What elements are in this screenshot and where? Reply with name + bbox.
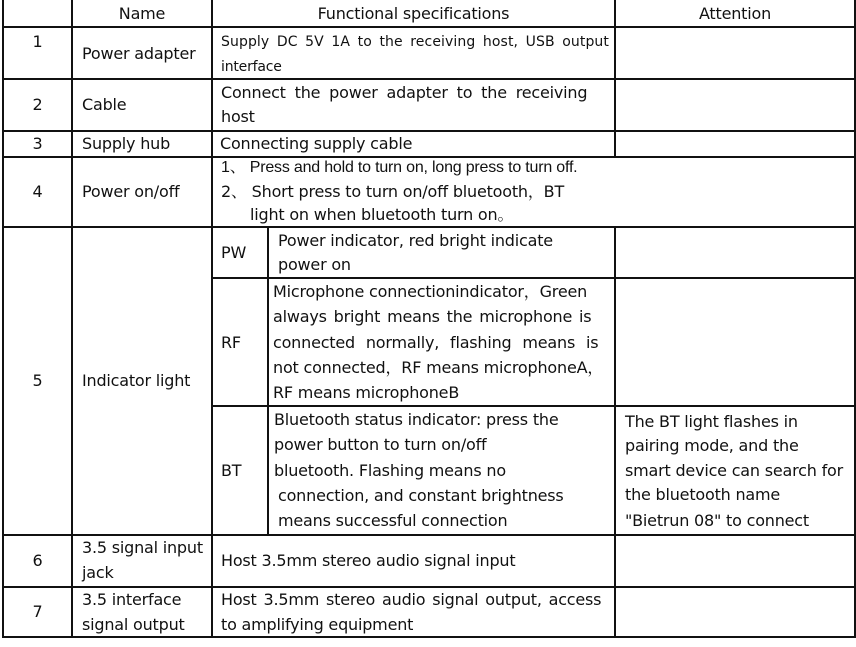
row-name: 3.5 interface <box>82 590 182 609</box>
row-spec-line: 1、 Press and hold to turn on, long press to turn off. <box>221 159 578 176</box>
divider-name-spec <box>211 0 213 638</box>
row-name: Indicator light <box>82 371 191 390</box>
indicator-spec-line: Bluetooth status indicator: press the <box>274 410 559 429</box>
row-spec-line: Supply DC 5V 1A to the receiving host, USB output <box>221 34 609 50</box>
row-name: jack <box>82 563 114 582</box>
row-spec-line: Connecting supply cable <box>220 134 413 153</box>
indicator-spec-line: power on <box>278 255 351 274</box>
attention-line: smart device can search for <box>625 461 843 480</box>
row-index: 1 <box>32 32 43 51</box>
row-spec-line: Connect the power adapter to the receiving <box>221 83 588 102</box>
row-spec-line: host <box>221 107 255 126</box>
row-spec-line: Host 3.5mm stereo audio signal input <box>221 551 516 570</box>
header-name: Name <box>118 4 166 23</box>
header-spec: Functional specifications <box>317 4 510 23</box>
row-index: 5 <box>32 371 43 390</box>
row1-bottom <box>2 78 856 80</box>
indicator-spec-line: bluetooth. Flashing means no <box>274 461 506 480</box>
indicator-spec-line: always bright means the microphone is <box>273 307 592 326</box>
indicator-spec-line: connection, and constant brightness <box>278 486 564 505</box>
header-attention: Attention <box>698 4 772 23</box>
attention-line: the bluetooth name <box>625 485 781 504</box>
row-spec-line: to amplifying equipment <box>221 615 414 634</box>
divider-spec-attention <box>614 227 616 638</box>
indicator-code-pw: PW <box>221 243 247 262</box>
row-name: Cable <box>82 95 127 114</box>
row-index: 7 <box>32 602 43 621</box>
row-index: 3 <box>32 134 43 153</box>
row-index: 2 <box>32 95 43 114</box>
attention-line: The BT light flashes in <box>625 412 798 431</box>
attention-line: "Bietrun 08" to connect <box>625 511 809 530</box>
row-spec-line: Host 3.5mm stereo audio signal output, access <box>221 590 602 609</box>
row-index: 4 <box>32 182 43 201</box>
row-name: 3.5 signal input <box>82 538 203 557</box>
indicator-spec-line: RF means microphoneB <box>273 383 460 402</box>
row-name: signal output <box>82 615 185 634</box>
indicator-spec-line: Microphone connectionindicator，Green <box>273 282 588 301</box>
row-spec-line: light on when bluetooth turn on。 <box>250 205 514 224</box>
row-name: Supply hub <box>82 134 171 153</box>
row-name: Power on/off <box>82 182 180 201</box>
row-spec-line: interface <box>221 59 282 75</box>
indicator-spec-line: power button to turn on/off <box>274 435 487 454</box>
indicator-code-bt: BT <box>221 461 242 480</box>
divider-index-name <box>71 0 73 638</box>
row-index: 6 <box>32 551 43 570</box>
row-spec-line: 2、 Short press to turn on/off bluetooth，BT <box>221 182 565 201</box>
indicator-spec-line: connected normally, flashing means is <box>273 333 599 352</box>
indicator-code-rf: RF <box>221 333 241 352</box>
indicator-spec-line: means successful connection <box>278 511 508 530</box>
divider-code-subspec <box>267 227 269 536</box>
indicator-spec-line: Power indicator, red bright indicate <box>278 231 553 250</box>
row-name: Power adapter <box>82 44 196 63</box>
attention-line: pairing mode, and the <box>625 436 799 455</box>
indicator-spec-line: not connected，RF means microphoneA， <box>273 358 604 377</box>
